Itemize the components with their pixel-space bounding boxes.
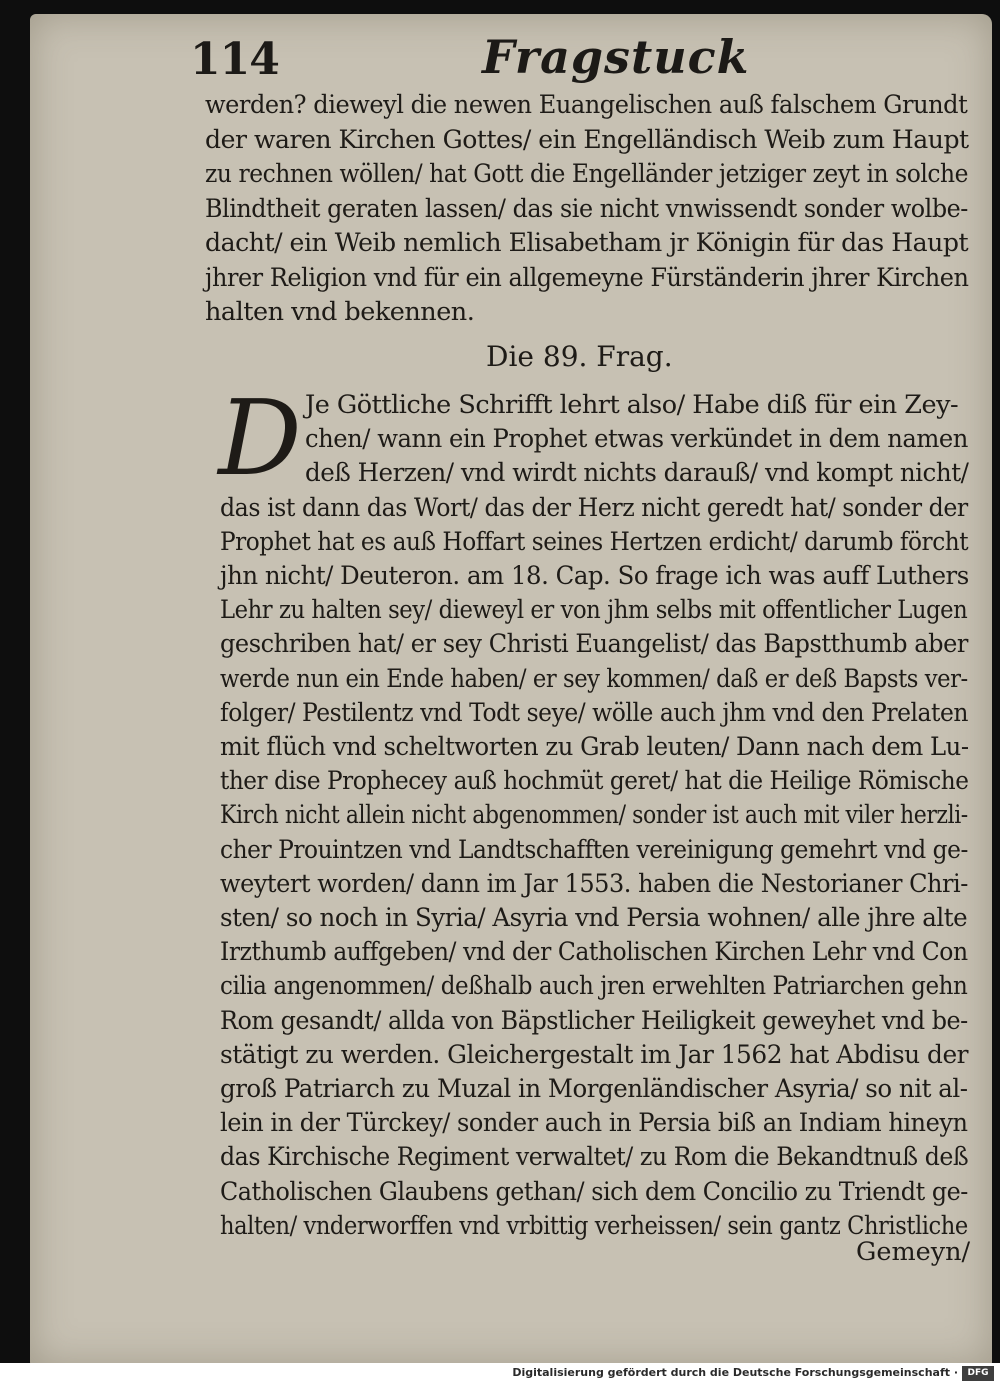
section-heading: Die 89. Frag.: [486, 340, 673, 373]
text-line: dacht/ ein Weib nemlich Elisabetham jr Königin für das Haupt: [205, 228, 969, 258]
text-line: der waren Kirchen Gottes/ ein Engelländisch Weib zum Haupt: [205, 124, 969, 155]
text-line: Kirch nicht allein nicht abgenommen/ sonder ist auch mit viler herzli-: [220, 800, 968, 831]
text-line: stätigt zu werden. Gleichergestalt im Jar 1562 hat Abdisu der: [220, 1039, 969, 1070]
text-line: Lehr zu halten sey/ dieweyl er von jhm selbs mit offentlicher Lugen: [220, 595, 968, 626]
text-line: Rom gesandt/ allda von Bäpstlicher Heiligkeit geweyhet vnd be-: [220, 1005, 968, 1036]
text-line: folger/ Pestilentz vnd Todt seye/ wölle auch jhm vnd den Prelaten: [220, 697, 969, 728]
text-line: werden? dieweyl die newen Euangelischen auß falschem Grundt: [205, 90, 968, 120]
text-line: halten vnd bekennen.: [205, 297, 475, 327]
text-line: cher Prouintzen vnd Landtschafften vereinigung gemehrt vnd ge-: [220, 834, 968, 865]
text-line: jhn nicht/ Deuteron. am 18. Cap. So frage ich was auff Luthers: [220, 561, 969, 591]
text-line: cilia angenommen/ deßhalb auch jren erwehlten Patriarchen gehn: [220, 971, 968, 1002]
text-line: weytert worden/ dann im Jar 1553. haben die Nestorianer Chri-: [220, 868, 968, 899]
text-line: Prophet hat es auß Hoffart seines Hertzen erdicht/ darumb förcht: [220, 526, 969, 557]
text-line: das ist dann das Wort/ das der Herz nicht geredt hat/ sonder der: [220, 492, 968, 523]
text-line: Catholischen Glaubens gethan/ sich dem Concilio zu Triendt ge-: [220, 1176, 968, 1207]
text-line: sten/ so noch in Syria/ Asyria vnd Persia wohnen/ alle jhre alte: [220, 903, 968, 933]
text-line: halten/ vnderworffen vnd vrbittig verheissen/ sein gantz Christliche: [220, 1210, 968, 1241]
dfg-logo: DFG: [962, 1366, 994, 1381]
text-line: Blindtheit geraten lassen/ das sie nicht vnwissendt sonder wolbe-: [205, 193, 968, 224]
text-line: groß Patriarch zu Muzal in Morgenländischer Asyria/ so nit al-: [220, 1074, 968, 1104]
text-line: jhrer Religion vnd für ein allgemeyne Fürständerin jhrer Kirchen: [205, 262, 969, 293]
decorated-initial: D: [218, 377, 302, 499]
text-line: Je Göttliche Schrifft lehrt also/ Habe diß für ein Zey-: [305, 390, 959, 420]
text-line: geschriben hat/ er sey Christi Euangelist/ das Bapstthumb aber: [220, 629, 968, 660]
page-number: 114: [190, 34, 279, 85]
text-line: werde nun ein Ende haben/ er sey kommen/ daß er deß Bapsts ver-: [220, 663, 968, 694]
text-line: deß Herzen/ vnd wirdt nichts darauß/ vnd kompt nicht/: [305, 458, 969, 489]
running-title: Fragstuck: [482, 30, 750, 84]
text-line: Irzthumb auffgeben/ vnd der Catholischen Kirchen Lehr vnd Con: [220, 937, 968, 968]
text-line: ther dise Prophecey auß hochmüt geret/ hat die Heilige Römische: [220, 766, 969, 797]
text-line: mit flüch vnd scheltworten zu Grab leuten/ Dann nach dem Lu-: [220, 732, 969, 762]
footer-credit: Digitalisierung gefördert durch die Deutsche Forschungsgemeinschaft ·: [512, 1366, 958, 1379]
footer-bar: [0, 1363, 1000, 1385]
text-line: lein in der Türckey/ sonder auch in Persia biß an Indiam hineyn: [220, 1108, 968, 1139]
text-line: chen/ wann ein Prophet etwas verkündet in dem namen: [305, 424, 968, 455]
text-line: das Kirchische Regiment verwaltet/ zu Rom die Bekandtnuß deß: [220, 1142, 969, 1173]
text-line: zu rechnen wöllen/ hat Gott die Engelländer jetziger zeyt in solche: [205, 159, 969, 189]
catchword: Gemeyn/: [856, 1237, 971, 1267]
